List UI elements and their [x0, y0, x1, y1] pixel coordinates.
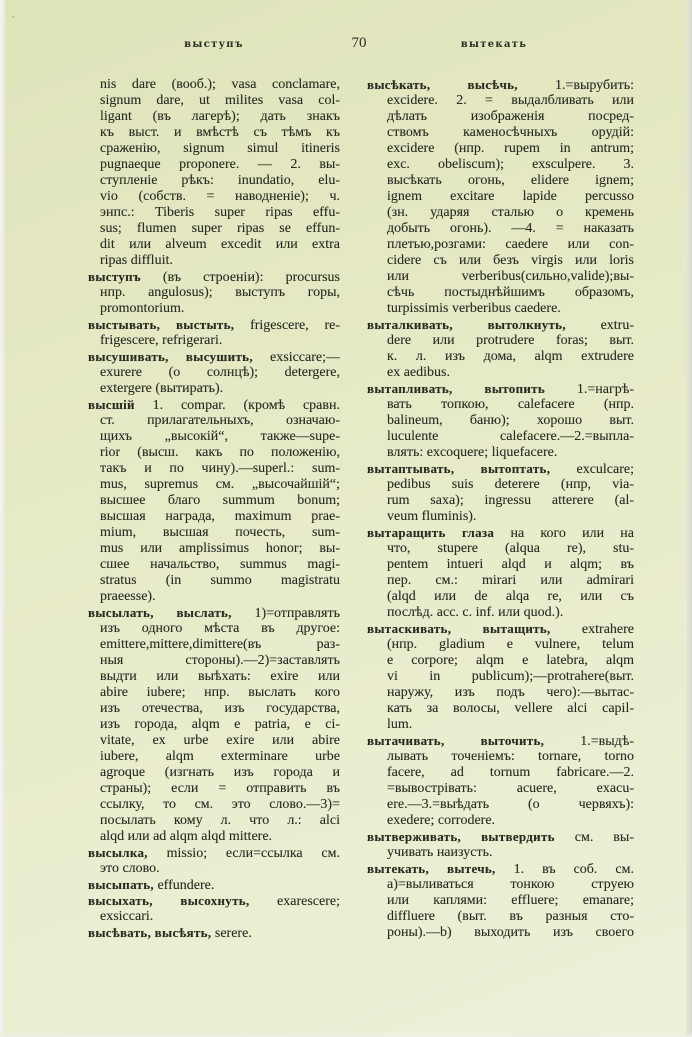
- entry-line: [367, 813, 634, 829]
- running-head-right: вытекать: [460, 39, 528, 50]
- entry-line: [367, 829, 634, 845]
- dictionary-entry: [367, 461, 634, 525]
- line-text: или каплями: effluere; emanare;: [387, 893, 634, 908]
- line-text: exarescere;: [277, 894, 340, 909]
- line-text: см. вы-: [574, 830, 634, 845]
- entry-line: [88, 77, 340, 93]
- line-text: facere, ad tornum fabricare.—2.: [387, 765, 634, 780]
- dictionary-entry: [88, 845, 340, 877]
- line-text: exurere (о солнцѣ); detergere,: [100, 365, 340, 380]
- entry-line: [88, 333, 340, 349]
- dictionary-entry-continued: [88, 77, 340, 269]
- headword: вытекать, вытечь,: [367, 861, 496, 876]
- entry-line: [88, 717, 340, 733]
- headword: высыпать,: [88, 877, 154, 892]
- line-text: pugnaeque proponere. — 2. вы-: [100, 157, 340, 172]
- entry-line: [367, 845, 634, 861]
- line-text: (въ строенiи): procursus: [162, 270, 340, 285]
- line-text: дѣлать изображенiя посред-: [387, 109, 634, 124]
- dictionary-entry: [367, 621, 634, 733]
- line-text: плетью,розгами: caedere или con-: [387, 237, 634, 252]
- entry-line: [367, 589, 634, 605]
- entry-line: [367, 653, 634, 669]
- entry-line: [367, 525, 634, 541]
- entry-line: [367, 253, 634, 269]
- dictionary-entry: [367, 77, 634, 317]
- entry-line: [367, 733, 634, 749]
- dictionary-entry: [367, 317, 634, 381]
- line-text: такъ и по чину).—superl.: sum-: [100, 461, 340, 476]
- line-text: 1.=выдѣ-: [580, 734, 634, 749]
- line-text: щихъ „высокiй“, также—supe-: [100, 429, 340, 444]
- headword: выстывать, выстыть,: [88, 317, 235, 332]
- headword: высушивать, высушить,: [88, 349, 253, 364]
- entry-line: [88, 573, 340, 589]
- entry-line: [367, 173, 634, 189]
- line-text: к. л. изъ дома, alqm extrudere: [387, 349, 634, 364]
- entry-line: [88, 285, 340, 301]
- line-text: ere.—3.=выѣдать (о червяхъ):: [387, 797, 634, 812]
- entry-line: [367, 909, 634, 925]
- line-text: выдти или выѣхать: exire или: [100, 669, 340, 684]
- line-text: ligant (въ лагерѣ); дать знакъ: [100, 109, 340, 124]
- entry-line: [367, 445, 634, 461]
- entry-line: [367, 349, 634, 365]
- entry-line: [88, 637, 340, 653]
- entry-line: [88, 813, 340, 829]
- line-text: ступленiе рѣкъ: inundatio, elu-: [100, 173, 340, 188]
- entry-line: [88, 237, 340, 253]
- entry-line: [367, 701, 634, 717]
- headword: высылка,: [88, 845, 148, 860]
- entry-line: [88, 589, 340, 605]
- entry-line: [367, 893, 634, 909]
- entry-line: [367, 477, 634, 493]
- headword: высшiй: [88, 397, 135, 412]
- entry-line: [88, 525, 340, 541]
- line-text: а)=выливаться тонкою струею: [387, 877, 634, 892]
- line-text: ствомъ каменосѣчныхъ орудiй:: [387, 125, 634, 140]
- line-text: cidere съ или безъ virgis или loris: [387, 253, 634, 268]
- line-text: promontorium.: [100, 301, 185, 316]
- entry-line: [367, 381, 634, 397]
- line-text: serere.: [214, 926, 252, 941]
- running-head-left: выступъ: [184, 39, 244, 50]
- entry-line: [88, 877, 340, 893]
- line-text: nis dare (вооб.); vasa conclamare,: [100, 77, 340, 92]
- entry-line: [88, 365, 340, 381]
- entry-line: [88, 749, 340, 765]
- line-text: ссылку, то см. это слово.—3)=: [100, 797, 340, 812]
- entry-line: [88, 669, 340, 685]
- line-text: наружу, изъ подъ чего):—вытас-: [387, 685, 634, 700]
- line-text: вать топкою, calefacere (нпр.: [387, 397, 634, 412]
- line-text: agroque (изгнать изъ города и: [100, 765, 340, 780]
- line-text: послѣд. acc. c. inf. или quod.).: [387, 605, 564, 620]
- line-text: лывать точенiемъ: tornare, torno: [387, 749, 634, 764]
- entry-line: [367, 413, 634, 429]
- line-text: extrahere: [581, 622, 634, 637]
- entry-line: [88, 509, 340, 525]
- entry-line: [367, 109, 634, 125]
- entry-line: [367, 637, 634, 653]
- line-text: изъ отечества, изъ государства,: [100, 701, 340, 716]
- entry-line: [88, 701, 340, 717]
- line-text: praeesse).: [100, 589, 156, 604]
- entry-line: [88, 269, 340, 285]
- scan-speck: [12, 16, 14, 18]
- entry-line: [367, 717, 634, 733]
- entry-line: [88, 317, 340, 333]
- line-text: на кого или на: [510, 526, 634, 541]
- line-text: сѣчь постыднѣйшимъ образомъ,: [387, 285, 634, 300]
- line-text: iubere, alqm exterminare urbe: [100, 749, 340, 764]
- line-text: высѣкать огонь, elidere ignem;: [387, 173, 634, 188]
- entry-line: [88, 541, 340, 557]
- line-text: роны).—b) выходить изъ своего: [387, 925, 634, 940]
- line-text: (alqd или de alqa re, или съ: [387, 589, 634, 604]
- line-text: 1.=вырубить:: [554, 78, 634, 93]
- line-text: turpissimis verberibus caedere.: [387, 301, 561, 316]
- entry-line: [367, 877, 634, 893]
- line-text: vi in publicum);—protrahere(выт.: [387, 669, 634, 684]
- entry-line: [367, 125, 634, 141]
- headword: высыхать, высохнуть,: [88, 893, 250, 908]
- headword: высѣвать, высѣять,: [88, 925, 212, 940]
- entry-line: [88, 445, 340, 461]
- line-text: ripas diffluit.: [100, 253, 173, 268]
- entry-line: [367, 77, 634, 93]
- line-text: diffluere (выт. въ разныя сто-: [387, 909, 634, 924]
- entry-line: [88, 173, 340, 189]
- scan-edge-left: [0, 0, 5, 1037]
- entry-line: [88, 397, 340, 413]
- line-text: extru-: [600, 318, 634, 333]
- line-text: изъ города, alqm e patria, e ci-: [100, 717, 340, 732]
- dictionary-entry: [367, 861, 634, 941]
- line-text: пер. см.: mirari или admirari: [387, 573, 634, 588]
- dictionary-entry: [367, 733, 634, 829]
- line-text: ныя стороны).—2)=заставлять: [100, 653, 340, 668]
- entry-line: [367, 221, 634, 237]
- line-text: lum.: [387, 717, 413, 732]
- line-text: mus или amplissimus honor; вы-: [100, 541, 340, 556]
- entry-line: [88, 301, 340, 317]
- dictionary-entry: [88, 317, 340, 349]
- entry-line: [367, 141, 634, 157]
- dictionary-entry: [88, 269, 340, 317]
- entry-line: [88, 221, 340, 237]
- line-text: изъ одного мѣста въ другое:: [100, 621, 340, 636]
- headword: вытачивать, выточить,: [367, 733, 545, 748]
- headword: высѣкать, высѣчь,: [367, 77, 518, 92]
- entry-line: [88, 253, 340, 269]
- entry-line: [88, 189, 340, 205]
- line-text: кать за волосы, vellere alci capil-: [387, 701, 634, 716]
- line-text: exsiccare;—: [270, 350, 340, 365]
- entry-line: [367, 605, 634, 621]
- entry-line: [88, 413, 340, 429]
- line-text: alqd или ad alqm alqd mittere.: [100, 829, 273, 844]
- dictionary-entry: [88, 605, 340, 845]
- entry-line: [367, 285, 634, 301]
- entry-line: [88, 349, 340, 365]
- entry-line: [367, 669, 634, 685]
- entry-line: [367, 205, 634, 221]
- line-text: effundere.: [157, 878, 215, 893]
- line-text: 1.=нагрѣ-: [576, 382, 634, 397]
- entry-line: [367, 765, 634, 781]
- line-text: exedere; corrodere.: [387, 813, 496, 828]
- entry-line: [88, 621, 340, 637]
- entry-line: [88, 429, 340, 445]
- line-text: exc. obeliscum); exsculpere. 3.: [387, 157, 634, 172]
- entry-line: [367, 493, 634, 509]
- entry-line: [88, 781, 340, 797]
- headword: вытаращить глаза: [367, 525, 495, 540]
- entry-line: [88, 909, 340, 925]
- entry-line: [367, 301, 634, 317]
- line-text: (нпр. gladium e vulnere, telum: [387, 637, 634, 652]
- line-text: или verberibus(сильно,valide);вы-: [387, 269, 634, 284]
- line-text: учивать наизусть.: [387, 845, 493, 860]
- line-text: ст. прилагательныхъ, означаю-: [100, 413, 340, 428]
- entry-line: [367, 797, 634, 813]
- entry-line: [88, 765, 340, 781]
- line-text: rum saxa); ingressu atterere (al-: [387, 493, 634, 508]
- line-text: влять: excoquere; liquefacere.: [387, 445, 558, 460]
- scan-edge-bottom: [0, 1031, 692, 1037]
- entry-line: [367, 365, 634, 381]
- line-text: sus; flumen super ripas se effun-: [100, 221, 340, 236]
- line-text: abire iubere; нпр. выслать кого: [100, 685, 340, 700]
- line-text: excidere (нпр. rupem in antrum;: [387, 141, 634, 156]
- entry-line: [367, 189, 634, 205]
- dictionary-entry: [88, 397, 340, 605]
- line-text: страны); если = отправить въ: [100, 781, 340, 796]
- line-text: ignem excitare lapide percusso: [387, 189, 634, 204]
- column-left: [88, 77, 340, 941]
- entry-line: [367, 925, 634, 941]
- scan-edge-right: [686, 0, 692, 1037]
- line-text: dere или protrudere foras; выт.: [387, 333, 634, 348]
- line-text: ex aedibus.: [387, 365, 450, 380]
- line-text: высшая награда, maximum prae-: [100, 509, 340, 524]
- entry-line: [367, 157, 634, 173]
- line-text: энпс.: Tiberis super ripas effu-: [100, 205, 340, 220]
- dictionary-entry: [367, 829, 634, 861]
- entry-line: [367, 429, 634, 445]
- entry-line: [367, 333, 634, 349]
- line-text: посылать кому л. что л.: alci: [100, 813, 340, 828]
- line-text: frigescere, refrigerari.: [100, 333, 223, 348]
- line-text: mus, supremus см. „высочайшiй“;: [100, 477, 340, 492]
- entry-line: [367, 781, 634, 797]
- entry-line: [367, 749, 634, 765]
- line-text: veum fluminis).: [387, 509, 477, 524]
- line-text: vio (собств. = наводненiе); ч.: [100, 189, 340, 204]
- line-text: missio; если=ссылка см.: [166, 846, 340, 861]
- line-text: нпр. angulosus); выступъ горы,: [100, 285, 340, 300]
- dictionary-entry: [88, 877, 340, 893]
- entry-line: [88, 461, 340, 477]
- entry-line: [367, 461, 634, 477]
- entry-line: [367, 509, 634, 525]
- line-text: signum dare, ut milites vasa col-: [100, 93, 340, 108]
- entry-line: [88, 109, 340, 125]
- dictionary-entry: [367, 525, 634, 621]
- line-text: =вывострiвать: acuere, exacu-: [387, 781, 634, 796]
- dictionary-entry: [88, 925, 340, 941]
- entry-line: [88, 141, 340, 157]
- line-text: extergere (вытирать).: [100, 381, 224, 396]
- column-right: [367, 77, 634, 941]
- headword: вытаскивать, вытащить,: [367, 621, 551, 636]
- entry-line: [367, 621, 634, 637]
- page-number: 70: [351, 35, 367, 51]
- line-text: mium, высшая почесть, sum-: [100, 525, 340, 540]
- line-text: luculente calefacere.—2.=выпла-: [387, 429, 634, 444]
- line-text: 1)=отправлять: [254, 606, 340, 621]
- headword: вытаптывать, вытоптать,: [367, 461, 551, 476]
- entry-line: [88, 605, 340, 621]
- entry-line: [367, 397, 634, 413]
- entry-line: [88, 861, 340, 877]
- entry-line: [367, 557, 634, 573]
- line-text: rior (высш. какъ по положенiю,: [100, 445, 340, 460]
- entry-line: [367, 93, 634, 109]
- entry-line: [367, 685, 634, 701]
- entry-line: [88, 125, 340, 141]
- line-text: e corpore; alqm e latebra, alqm: [387, 653, 634, 668]
- entry-line: [88, 829, 340, 845]
- headword: вытверживать, вытвердить: [367, 829, 555, 844]
- line-text: высшее благо summum bonum;: [100, 493, 340, 508]
- entry-line: [367, 541, 634, 557]
- entry-line: [88, 653, 340, 669]
- line-text: 1. compar. (кромѣ сравн.: [152, 398, 340, 413]
- entry-line: [88, 925, 340, 941]
- dictionary-entry: [367, 381, 634, 461]
- entry-line: [88, 157, 340, 173]
- entry-line: [88, 733, 340, 749]
- line-text: 1. въ соб. см.: [513, 862, 634, 877]
- entry-line: [88, 493, 340, 509]
- entry-line: [88, 557, 340, 573]
- entry-line: [88, 93, 340, 109]
- line-text: сраженiю, signum simul itineris: [100, 141, 340, 156]
- entry-line: [88, 797, 340, 813]
- headword: выталкивать, вытолкнуть,: [367, 317, 566, 332]
- line-text: balineum, баню); хорошо выт.: [387, 413, 634, 428]
- entry-line: [367, 269, 634, 285]
- entry-line: [367, 317, 634, 333]
- entry-line: [88, 205, 340, 221]
- entry-line: [88, 381, 340, 397]
- entry-line: [367, 237, 634, 253]
- entry-line: [88, 477, 340, 493]
- line-text: pedibus suis deterere (нпр, via-: [387, 477, 634, 492]
- entry-line: [88, 893, 340, 909]
- line-text: dit или alveum excedit или extra: [100, 237, 340, 252]
- line-text: pentem intueri alqd и alqm; въ: [387, 557, 634, 572]
- line-text: что, stupere (alqua re), stu-: [387, 541, 634, 556]
- headword: высылать, выслать,: [88, 605, 232, 620]
- line-text: stratus (in summo magistratu: [100, 573, 340, 588]
- entry-line: [367, 573, 634, 589]
- line-text: къ выст. и вмѣстѣ съ тѣмъ къ: [100, 125, 340, 140]
- line-text: сшее начальство, summus magi-: [100, 557, 340, 572]
- line-text: exsiccari.: [100, 909, 154, 924]
- line-text: это слово.: [100, 861, 160, 876]
- headword: вытапливать, вытопить: [367, 381, 546, 396]
- line-text: добыть огонь). —4. = наказать: [387, 221, 634, 236]
- line-text: exculcare;: [576, 462, 634, 477]
- line-text: (зн. ударяя сталью о кремень: [387, 205, 634, 220]
- entry-line: [88, 685, 340, 701]
- headword: выступъ: [88, 269, 141, 284]
- line-text: excidere. 2. = выдалбливать или: [387, 93, 634, 108]
- entry-line: [88, 845, 340, 861]
- dictionary-entry: [88, 349, 340, 397]
- dictionary-entry: [88, 893, 340, 925]
- line-text: frigescere, re-: [250, 318, 340, 333]
- line-text: emittere,mittere,dimittere(въ раз-: [100, 637, 340, 652]
- entry-line: [367, 861, 634, 877]
- line-text: vitate, ex urbe exire или abire: [100, 733, 340, 748]
